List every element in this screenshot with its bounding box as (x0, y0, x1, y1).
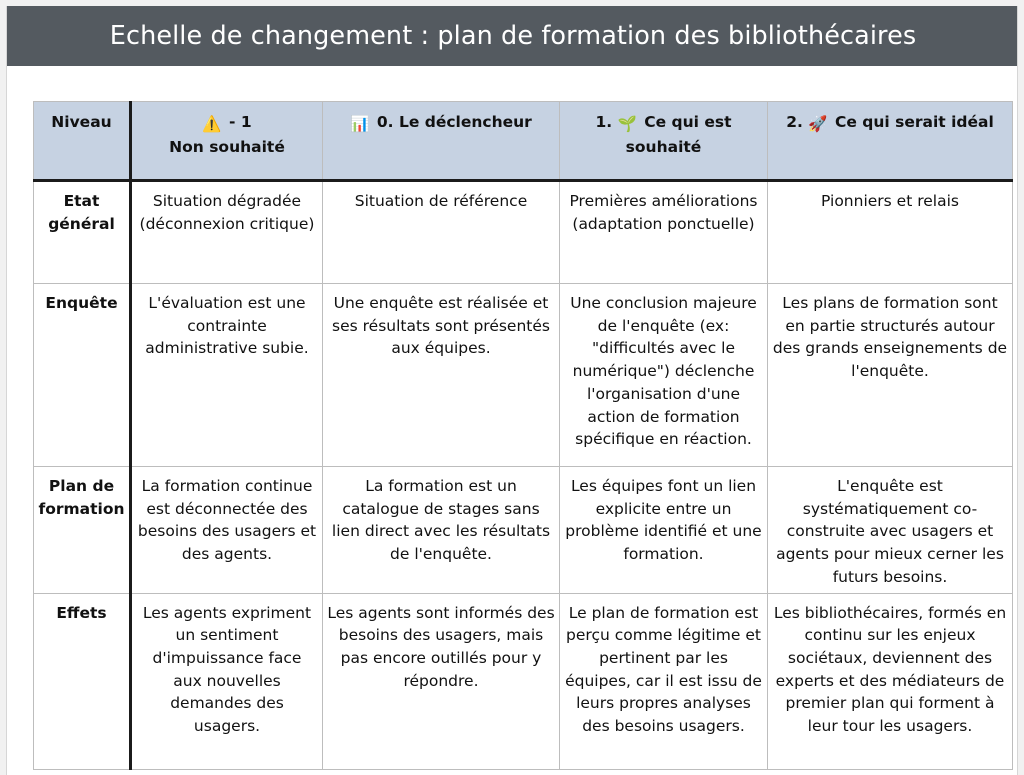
cell-etat-general-level-minus-1: Situation dégradée (déconnexion critique) (131, 181, 323, 284)
row-label-effets: Effets (34, 593, 131, 769)
cell-etat-general-level-1: Premières améliorations (adaptation ponctuelle) (560, 181, 768, 284)
header-level-0-label: 0. Le déclencheur (376, 113, 532, 131)
cell-plan-level-1: Les équipes font un lien explicite entre un problème identifié et une formation. (560, 467, 768, 594)
table-row-plan-de-formation (34, 467, 1013, 594)
header-niveau-label: Niveau (51, 113, 112, 131)
cell-enquete-level-minus-1: L'évaluation est une contrainte administrative subie. (131, 284, 323, 467)
change-scale-table (33, 101, 1013, 770)
rocket-icon: 🚀 (808, 115, 828, 133)
header-level-minus-1-label: Non souhaité (169, 137, 285, 156)
cell-enquete-level-0: Une enquête est réalisée et ses résultats sont présentés aux équipes. (323, 284, 560, 467)
row-label-plan-de-formation: Plan de formation (34, 467, 131, 594)
cell-effets-level-0: Les agents sont informés des besoins des usagers, mais pas encore outillés pour y répondre. (323, 593, 560, 769)
table-row-etat-general (34, 181, 1013, 284)
table-row-effets (34, 593, 1013, 769)
cell-effets-level-1: Le plan de formation est perçu comme légitime et pertinent par les équipes, car il est issu de leurs propres analyses des besoins usagers. (560, 593, 768, 769)
header-niveau (34, 102, 131, 181)
header-level-2-label: Ce qui serait idéal (835, 113, 994, 131)
cell-enquete-level-1: Une conclusion majeure de l'enquête (ex: "difficultés avec le numérique") déclenche l'organisation d'une action de formation spécifique en réaction. (560, 284, 768, 467)
slide-title: Echelle de changement : plan de formation des bibliothécaires (7, 6, 1018, 66)
table-row-enquete (34, 284, 1013, 467)
header-level-2-number: 2. (786, 113, 803, 131)
cell-etat-general-level-2: Pionniers et relais (768, 181, 1013, 284)
row-label-enquete: Enquête (34, 284, 131, 467)
header-level-2 (768, 102, 1013, 181)
slide (6, 6, 1018, 775)
cell-plan-level-0: La formation est un catalogue de stages sans lien direct avec les résultats de l'enquête. (323, 467, 560, 594)
header-level-0 (323, 102, 560, 181)
header-level-1-label: Ce qui est souhaité (625, 113, 732, 156)
cell-effets-level-minus-1: Les agents expriment un sentiment d'impuissance face aux nouvelles demandes des usagers. (131, 593, 323, 769)
header-level-1 (560, 102, 768, 181)
seedling-icon: 🌱 (617, 115, 637, 133)
warning-icon: ⚠️ (202, 115, 222, 133)
table-header-row (34, 102, 1013, 181)
cell-effets-level-2: Les bibliothécaires, formés en continu sur les enjeux sociétaux, deviennent des experts et des médiateurs de premier plan qui forment à leur tour les usagers. (768, 593, 1013, 769)
cell-etat-general-level-0: Situation de référence (323, 181, 560, 284)
header-level-1-number: 1. (595, 113, 613, 131)
header-level-minus-1 (131, 102, 323, 181)
cell-plan-level-2: L'enquête est systématiquement co-construite avec usagers et agents pour mieux cerner les futurs besoins. (768, 467, 1013, 594)
cell-enquete-level-2: Les plans de formation sont en partie structurés autour des grands enseignements de l'enquête. (768, 284, 1013, 467)
bar-chart-icon: 📊 (350, 115, 370, 133)
cell-plan-level-minus-1: La formation continue est déconnectée des besoins des usagers et des agents. (131, 467, 323, 594)
header-level-minus-1-number: - 1 (229, 113, 252, 131)
row-label-etat-general: Etat général (34, 181, 131, 284)
